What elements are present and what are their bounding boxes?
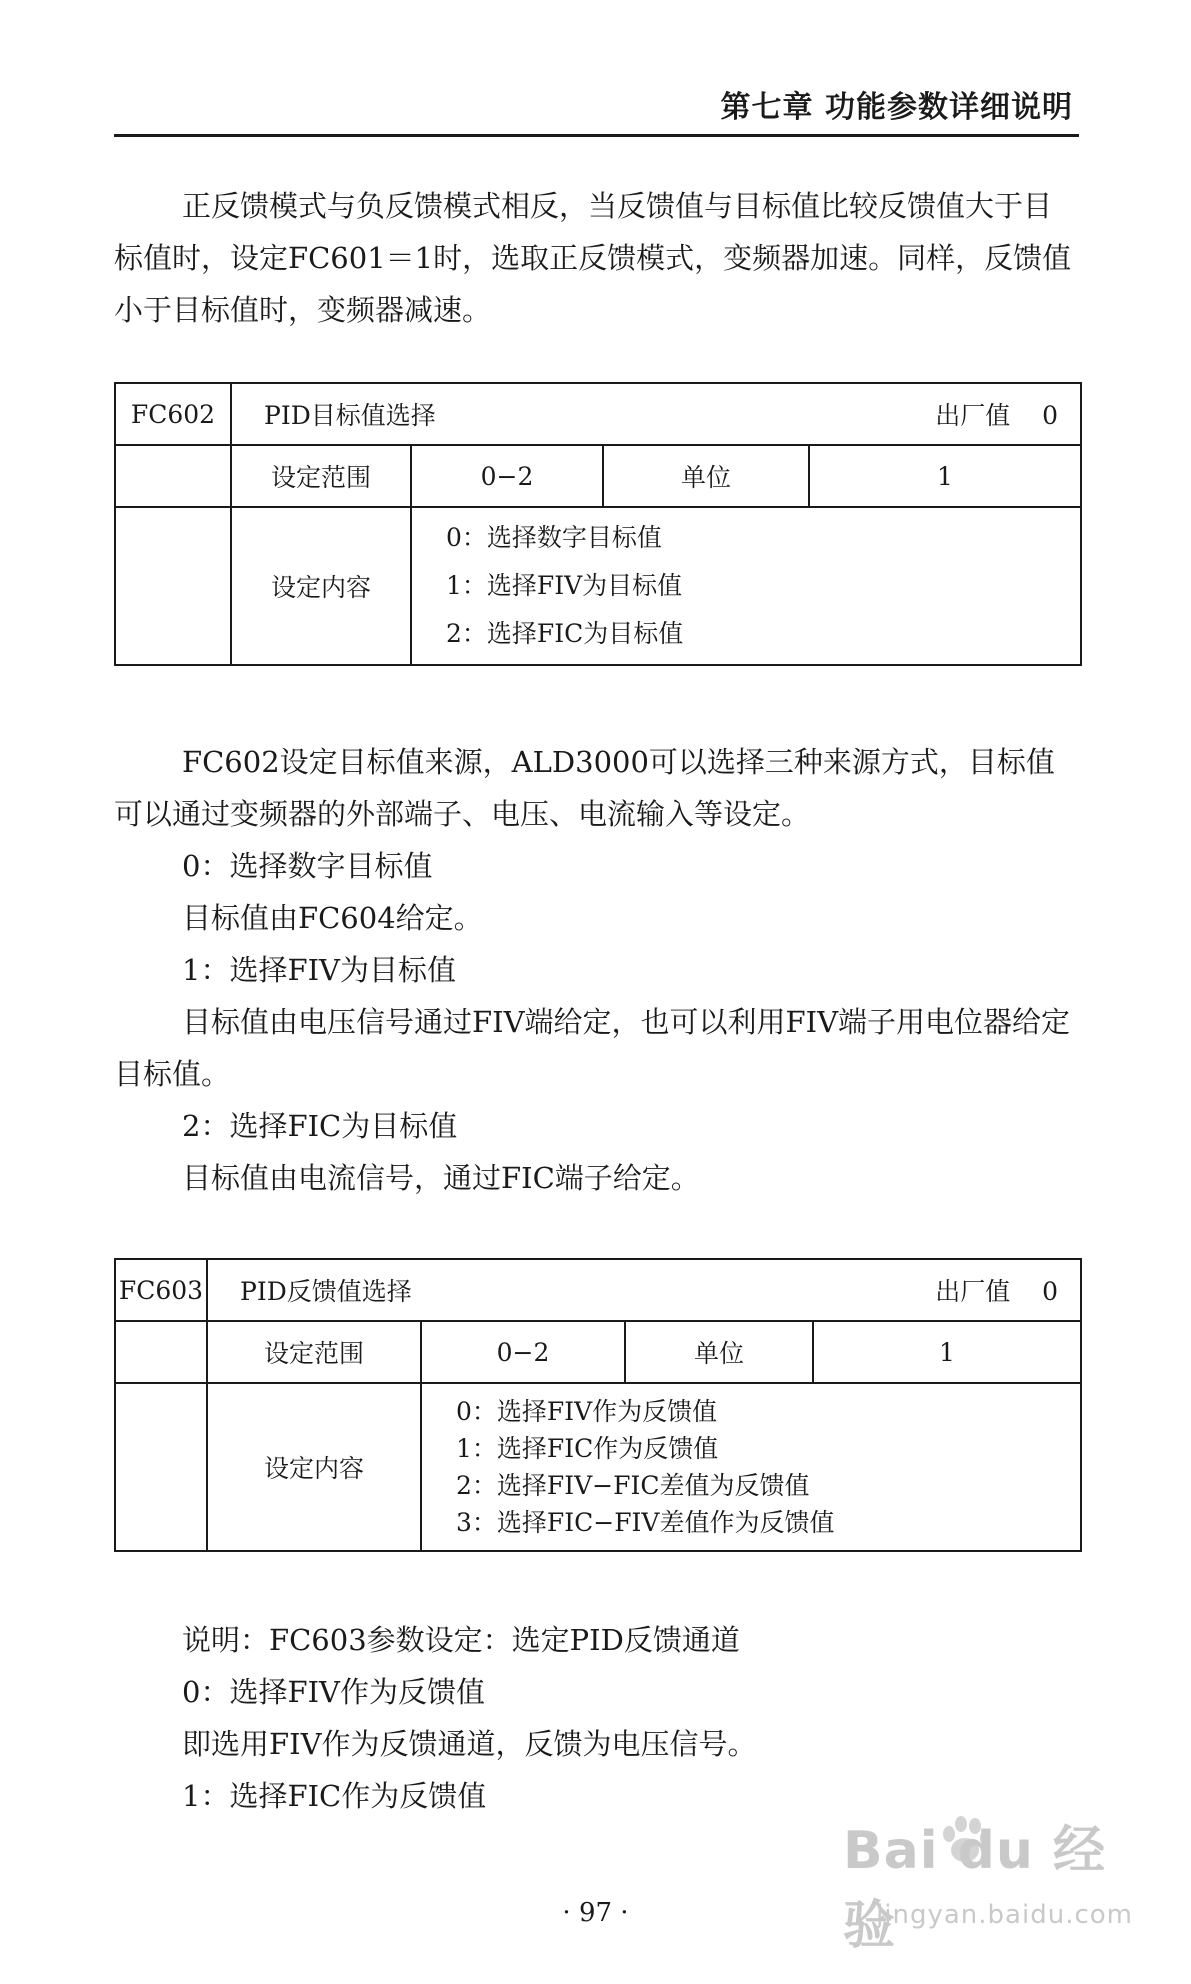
- fc602-line-3: 1：选择FIV为目标值: [182, 953, 456, 987]
- fc603-option: 1：选择FIC作为反馈值: [456, 1434, 719, 1463]
- fc603-code: FC603: [118, 1275, 204, 1305]
- fc602-empty-cell-2: [115, 507, 231, 665]
- fc602-range-value: 0−2: [411, 445, 603, 507]
- fc603-empty-cell: [115, 1321, 207, 1383]
- fc602-option: 0：选择数字目标值: [446, 523, 662, 552]
- fc603-factory-label: 出厂值: [935, 1277, 1011, 1306]
- fc602-unit-value: 1: [809, 445, 1081, 507]
- fc602-title-cell: [231, 383, 1081, 445]
- fc602-paragraph-text: FC602设定目标值来源，ALD3000可以选择三种来源方式，目标值可以通过变频器的外部端子、电压、电流输入等设定。: [114, 745, 1055, 831]
- fc602-line-2: 目标值由FC604给定。: [182, 901, 483, 935]
- fc603-range-value: 0−2: [421, 1321, 625, 1383]
- fc603-line-4: 1：选择FIC作为反馈值: [182, 1779, 487, 1813]
- fc603-title-cell: [207, 1259, 1081, 1321]
- fc602-content-label: 设定内容: [231, 507, 411, 665]
- fc603-options: [421, 1383, 1081, 1551]
- fc602-paragraph: [114, 736, 1080, 840]
- fc602-code: FC602: [130, 399, 216, 429]
- intro-paragraph-text: 正反馈模式与负反馈模式相反，当反馈值与目标值比较反馈值大于目标值时，设定FC601＝1时，选取正反馈模式，变频器加速。同样，反馈值小于目标值时，变频器减速。: [114, 189, 1072, 327]
- fc602-options: [411, 507, 1081, 665]
- fc603-table: [114, 1258, 1082, 1552]
- fc602-line-5: 目标值由电流信号，通过FIC端子给定。: [182, 1161, 700, 1195]
- fc602-factory-label: 出厂值: [935, 401, 1011, 430]
- baidu-jingyan-watermark: [843, 1808, 1133, 1968]
- header-rule: [114, 134, 1079, 137]
- fc603-line-1: 说明：FC603参数设定：选定PID反馈通道: [182, 1623, 740, 1657]
- fc603-line-3: 即选用FIV作为反馈通道，反馈为电压信号。: [182, 1727, 757, 1761]
- fc603-unit-label: 单位: [625, 1321, 813, 1383]
- fc602-option: 1：选择FIV为目标值: [446, 571, 683, 600]
- fc603-header-row: [115, 1259, 1081, 1321]
- fc602-name: PID目标值选择: [264, 401, 436, 430]
- fc602-content-row: [115, 507, 1081, 665]
- fc602-fiv-paragraph-text: 目标值由电压信号通过FIV端给定，也可以利用FIV端子用电位器给定目标值。: [114, 1005, 1071, 1091]
- fc603-empty-cell-2: [115, 1383, 207, 1551]
- fc602-factory: [935, 396, 1058, 432]
- fc603-content-label: 设定内容: [207, 1383, 421, 1551]
- fc603-factory-value: 0: [1042, 1277, 1058, 1306]
- fc602-table: [114, 382, 1082, 666]
- chapter-title: 第七章 功能参数详细说明: [720, 90, 1073, 125]
- fc602-factory-value: 0: [1042, 401, 1058, 430]
- intro-paragraph: [114, 180, 1080, 336]
- fc602-range-row: [115, 445, 1081, 507]
- fc603-range-row: [115, 1321, 1081, 1383]
- fc603-factory: [935, 1272, 1058, 1308]
- fc602-option: 2：选择FIC为目标值: [446, 619, 684, 648]
- fc602-header-row: [115, 383, 1081, 445]
- watermark-url: jingyan.baidu.com: [876, 1900, 1133, 1930]
- fc603-range-label: 设定范围: [207, 1321, 421, 1383]
- fc603-content-row: [115, 1383, 1081, 1551]
- page-number: · 97 ·: [562, 1898, 629, 1928]
- fc603-option: 3：选择FIC−FIV差值作为反馈值: [456, 1508, 835, 1537]
- fc602-code-cell: [115, 383, 231, 445]
- fc603-name: PID反馈值选择: [240, 1277, 412, 1306]
- fc602-fiv-paragraph: [114, 996, 1080, 1100]
- fc603-option: 0：选择FIV作为反馈值: [456, 1397, 718, 1426]
- fc602-line-1: 0：选择数字目标值: [182, 849, 433, 883]
- fc602-range-label: 设定范围: [231, 445, 411, 507]
- fc602-empty-cell: [115, 445, 231, 507]
- fc603-code-cell: [115, 1259, 207, 1321]
- watermark-logo: Bai du 经验: [843, 1821, 1106, 1956]
- fc603-unit-value: 1: [813, 1321, 1081, 1383]
- fc603-option: 2：选择FIV−FIC差值为反馈值: [456, 1471, 810, 1500]
- fc603-line-2: 0：选择FIV作为反馈值: [182, 1675, 485, 1709]
- fc602-line-4: 2：选择FIC为目标值: [182, 1109, 458, 1143]
- fc602-unit-label: 单位: [603, 445, 809, 507]
